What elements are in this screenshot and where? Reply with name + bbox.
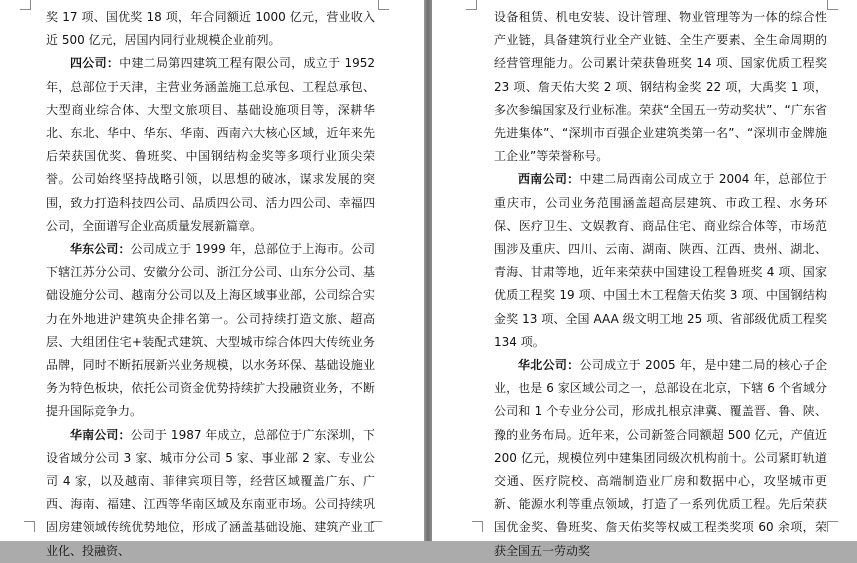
- crop-mark-top-left: [466, 0, 477, 10]
- paragraph-heading: 华南公司：: [70, 427, 131, 442]
- text-column-right[interactable]: [494, 6, 827, 563]
- paragraph[interactable]: 奖 17 项、国优奖 18 项，年合同额近 1000 亿元，营业收入近 500 亿元，居国内同行业规模企业前列。: [46, 10, 375, 48]
- paragraph-heading: 华东公司：: [70, 242, 131, 257]
- crop-mark-bottom-right: [827, 521, 838, 532]
- paragraph-heading: 四公司：: [70, 56, 120, 71]
- page-gutter: [424, 0, 432, 541]
- paragraph-si-gongsi[interactable]: 四公司：中建二局第四建筑工程有限公司，成立于 1952 年，总部位于天津，主营业务涵盖施工总承包、工程总承包、大型商业综合体、大型文旅项目、基础设施项目等，深耕华北、东北、华中、华东、华南、西南六大核心区域，近年来先后荣获国优奖、鲁班奖、中国钢结构金奖等多项行业顶尖荣誉。公司始终坚持战略引领，以思想的破冰，谋求发展的突围，致力打造科技四公司、品质四公司、活力四公司、幸福四公司，全面谱写企业高质量发展新篇章。: [46, 56, 375, 233]
- crop-mark-top-right: [378, 0, 389, 10]
- crop-mark-top-left: [20, 0, 31, 10]
- paragraph-heading: 西南公司：: [518, 172, 580, 187]
- paragraph[interactable]: 设备租赁、机电安装、设计管理、物业管理等为一体的综合性产业链，具备建筑行业全产业链、全生产要素、全生命周期的经营管理能力。公司累计荣获鲁班奖 14 项、国家优质工程奖 23 项、詹天佑大奖 2 项、钢结构金奖 22 项，大禹奖 1 项，多次参编国家及行业标准。荣获“全国五一劳动奖状”、“广东省先进集体”、“深圳市百强企业建筑类第一名”、“深圳市金牌施工企业”等荣誉称号。: [494, 10, 827, 164]
- crop-mark-top-right: [827, 0, 838, 10]
- paragraph-heading: 华北公司：: [518, 358, 580, 373]
- document-page-right: [432, 0, 857, 558]
- paragraph-xinan[interactable]: 西南公司：中建二局西南公司成立于 2004 年，总部位于重庆市，公司业务范围涵盖超高层建筑、市政工程、水务环保、医疗卫生、文娱教育、商品住宅、商业综合体等，市场范围涉及重庆、四川、云南、湖南、陕西、江西、贵州、湖北、青海、甘肃等地，近年来荣获中国建设工程鲁班奖 4 项、国家优质工程奖 19 项、中国土木工程詹天佑奖 3 项、中国钢结构金奖 13 项、全国 AAA 级文明工地 25 项、省部级优质工程奖 134 项。: [494, 172, 827, 349]
- text-column-left[interactable]: [46, 6, 375, 563]
- paragraph-huabei[interactable]: 华北公司：公司成立于 2005 年，是中建二局的核心子企业，也是 6 家区域公司之一，总部设在北京，下辖 6 个省域分公司和 1 个专业分公司，形成扎根京津冀、覆盖晋、鲁、陕、豫的业务布局。近年来，公司新签合同额超 500 亿元，产值近 200 亿元，规模位列中建集团同级次机构前十。公司紧盯轨道交通、医疗院校、高端制造业厂房和数据中心，攻坚城市更新、能源水利等重点领域，打造了一系列优质工程。先后荣获国优金奖、鲁班奖、詹天佑奖等权威工程类奖项 60 余项，荣获全国五一劳动奖: [494, 358, 827, 558]
- crop-mark-bottom-left: [472, 521, 483, 532]
- document-page-left: [0, 0, 424, 558]
- paragraph-huanan[interactable]: 华南公司：公司于 1987 年成立，总部位于广东深圳，下设省域分公司 3 家、城市分公司 5 家、事业部 2 家、专业公司 4 家，以及越南、菲律宾项目等，经营区域覆盖广东、广西、海南、福建、江西等华南区域及东南亚市场。公司持续巩固房建领域传统优势地位，形成了涵盖基础设施、建筑产业工业化、投融资、: [46, 427, 375, 558]
- crop-mark-bottom-left: [24, 521, 35, 532]
- paragraph-huadong[interactable]: 华东公司：公司成立于 1999 年，总部位于上海市。公司下辖江苏分公司、安徽分公司、浙江分公司、山东分公司、基础设施分公司、越南分公司以及上海区域事业部，公司综合实力在外地进沪建筑央企排名第一。公司持续打造文旅、超高层、大组团住宅+装配式建筑、大型城市综合体四大传统业务品牌，同时不断拓展新兴业务规模，以水务环保、基础设施业务为特色板块，依托公司资金优势持续扩大投融资业务，不断提升国际竞争力。: [46, 242, 375, 419]
